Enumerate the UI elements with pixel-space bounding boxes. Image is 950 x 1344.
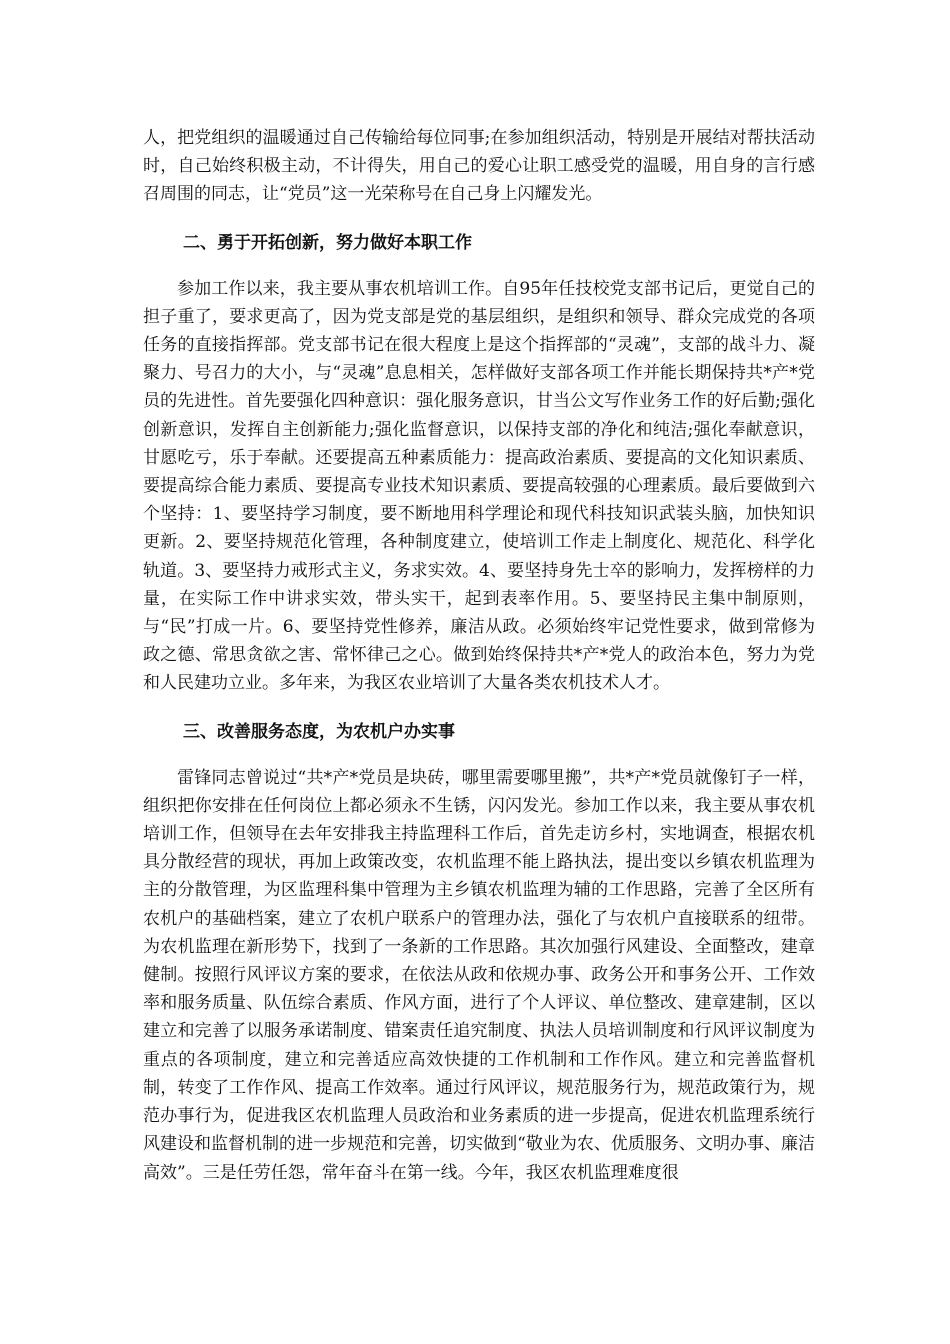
spacer xyxy=(143,209,815,229)
continued-paragraph: 人，把党组织的温暖通过自己传输给每位同事;在参加组织活动，特别是开展结对帮扶活动时，自己始终积极主动，不计得失，用自己的爱心让职工感受党的温暖，用自身的言行感召周围的同志，让“党员”这一光荣称号在自己身上闪耀发光。 xyxy=(143,128,815,205)
spacer xyxy=(143,257,815,275)
spacer xyxy=(143,746,815,764)
section-paragraph-3: 雷锋同志曾说过“共*产*党员是块砖，哪里需要哪里搬”，共*产*党员就像钉子一样，组织把你安排在任何岗位上都必须永不生锈，闪闪发光。参加工作以来，我主要从事农机培训工作，但领导在去年安排我主持监理科工作后，首先走访乡村，实地调查，根据农机具分散经营的现状，再加上政策改变，农机监理不能上路执法，提出变以乡镇农机监理为主的分散管理，为区监理科集中管理为主乡镇农机监理为辅的工作思路，完善了全区所有农机户的基础档案，建立了农机户联系户的管理办法，强化了与农机户直接联系的纽带。为农机监理在新形势下，找到了一条新的工作思路。其次加强行风建设、全面整改，建章健制。按照行风评议方案的要求，在依法从政和依规办事、政务公开和事务公开、工作效率和服务质量、队伍综合素质、作风方面，进行了个人评议、单位整改、建章建制，区以建立和完善了以服务承诺制度、错案责任追究制度、执法人员培训制度和行风评议制度为重点的各项制度，建立和完善适应高效快捷的工作机制和工作作风。建立和完善监督机制，转变了工作作风、提高工作效率。通过行风评议，规范服务行为，规范政策行为，规范办事行为，促进我区农机监理人员政治和业务素质的进一步提高，促进农机监理系统行风建设和监督机制的进一步规范和完善，切实做到“敬业为农、优质服务、文明办事、廉洁高效”。三是任劳任怨，常年奋斗在第一线。今年，我区农机监理难度很 xyxy=(143,767,815,1183)
section-paragraph-2: 参加工作以来，我主要从事农机培训工作。自95年任技校党支部书记后，更觉自己的担子重了，要求更高了，因为党支部是党的基层组织，是组织和领导、群众完成党的各项任务的直接指挥部。党支部书记在很大程度上是这个指挥部的“灵魂”，支部的战斗力、凝聚力、号召力的大小，与“灵魂”息息相关，怎样做好支部各项工作并能长期保持共*产*党员的先进性。首先要强化四种意识：强化服务意识，甘当公文写作业务工作的好后勤;强化创新意识，发挥自主创新能力;强化监督意识，以保持支部的净化和纯洁;强化奉献意识，甘愿吃亏，乐于奉献。还要提高五种素质能力：提高政治素质、要提高的文化知识素质、要提高综合能力素质、要提高专业技术知识素质、要提高较强的心理素质。最后要做到六个坚持：1、要坚持学习制度，要不断地用科学理论和现代科技知识武装头脑，加快知识更新。2、要坚持规范化管理，各种制度建立，使培训工作走上制度化、规范化、科学化轨道。3、要坚持力戒形式主义，务求实效。4、要坚持身先士卒的影响力，发挥榜样的力量，在实际工作中讲求实效，带头实干，起到表率作用。5、要坚持民主集中制原则，与“民”打成一片。6、要坚持党性修养，廉洁从政。必须始终牢记党性要求，做到常修为政之德、常思贪欲之害、常怀律己之心。做到始终保持共*产*党人的政治本色，努力为党和人民建功立业。多年来，为我区农业培训了大量各类农机技术人才。 xyxy=(143,278,815,694)
document-body xyxy=(143,124,815,1187)
section-heading-2: 二、勇于开拓创新，努力做好本职工作 xyxy=(183,232,472,253)
section-heading-3: 三、改善服务态度，为农机户办实事 xyxy=(183,721,455,742)
spacer xyxy=(143,698,815,718)
